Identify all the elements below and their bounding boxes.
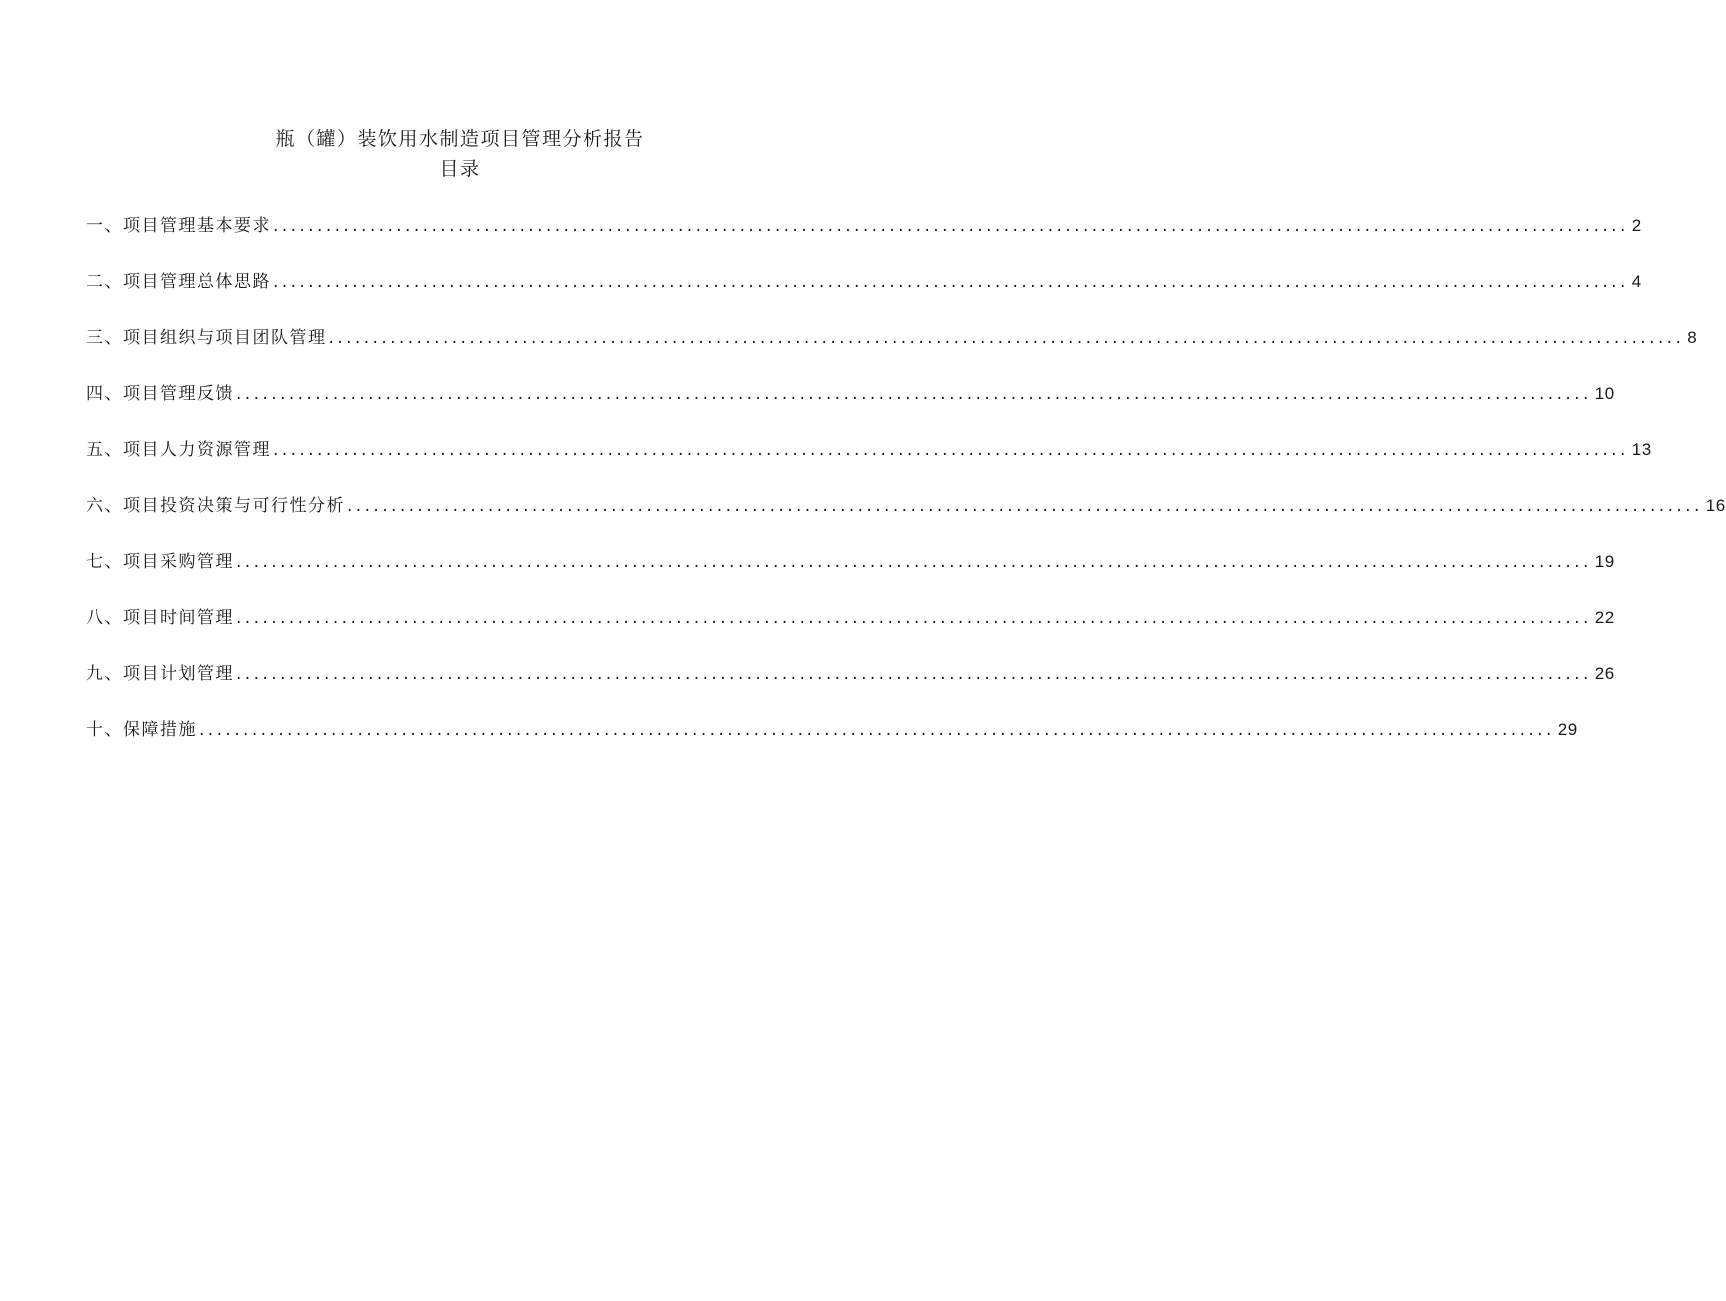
toc-entry[interactable] [86, 606, 1615, 662]
toc-entry[interactable] [86, 550, 1615, 606]
toc-entry-label: 七、项目采购管理 [86, 552, 234, 572]
toc-entry-label: 二、项目管理总体思路 [86, 272, 271, 292]
toc-page-number: 16 [1705, 496, 1726, 515]
toc-entry-label: 一、项目管理基本要求 [86, 216, 271, 236]
toc-entry[interactable] [86, 662, 1615, 718]
table-of-contents [86, 214, 1726, 774]
toc-dot-leader: .......................................................................................................................................................... [199, 720, 1555, 740]
toc-dot-leader: .......................................................................................................................................................... [328, 328, 1685, 348]
toc-page-number: 4 [1631, 272, 1642, 291]
document-title: 瓶（罐）装饮用水制造项目管理分析报告 [275, 128, 645, 150]
toc-page-number: 13 [1631, 440, 1652, 459]
toc-dot-leader: .......................................................................................................................................................... [273, 440, 1629, 460]
toc-entry-label: 五、项目人力资源管理 [86, 440, 271, 460]
toc-entry-label: 十、保障措施 [86, 720, 197, 740]
toc-entry[interactable] [86, 718, 1578, 774]
toc-page-number: 19 [1594, 552, 1615, 571]
toc-entry[interactable] [86, 382, 1615, 438]
toc-entry-label: 三、项目组织与项目团队管理 [86, 328, 327, 348]
toc-entry[interactable] [86, 270, 1642, 326]
toc-page-number: 10 [1594, 384, 1615, 403]
toc-dot-leader: .......................................................................................................................................................... [236, 664, 1592, 684]
toc-page-number: 2 [1631, 216, 1642, 235]
toc-entry[interactable] [86, 438, 1652, 494]
toc-page-number: 22 [1594, 608, 1615, 627]
toc-dot-leader: .......................................................................................................................................................... [273, 272, 1629, 292]
toc-page-number: 29 [1557, 720, 1578, 739]
toc-entry[interactable] [86, 214, 1642, 270]
toc-page-number: 8 [1687, 328, 1698, 347]
toc-dot-leader: .......................................................................................................................................................... [273, 216, 1629, 236]
toc-entry-label: 八、项目时间管理 [86, 608, 234, 628]
toc-entry[interactable] [86, 494, 1726, 550]
toc-entry-label: 四、项目管理反馈 [86, 384, 234, 404]
toc-dot-leader: .......................................................................................................................................................... [236, 552, 1592, 572]
toc-entry[interactable] [86, 326, 1698, 382]
toc-dot-leader: .......................................................................................................................................................... [347, 496, 1703, 516]
toc-entry-label: 六、项目投资决策与可行性分析 [86, 496, 345, 516]
toc-entry-label: 九、项目计划管理 [86, 664, 234, 684]
toc-page-number: 26 [1594, 664, 1615, 683]
toc-dot-leader: .......................................................................................................................................................... [236, 384, 1592, 404]
toc-dot-leader: .......................................................................................................................................................... [236, 608, 1592, 628]
toc-heading: 目录 [439, 158, 481, 180]
